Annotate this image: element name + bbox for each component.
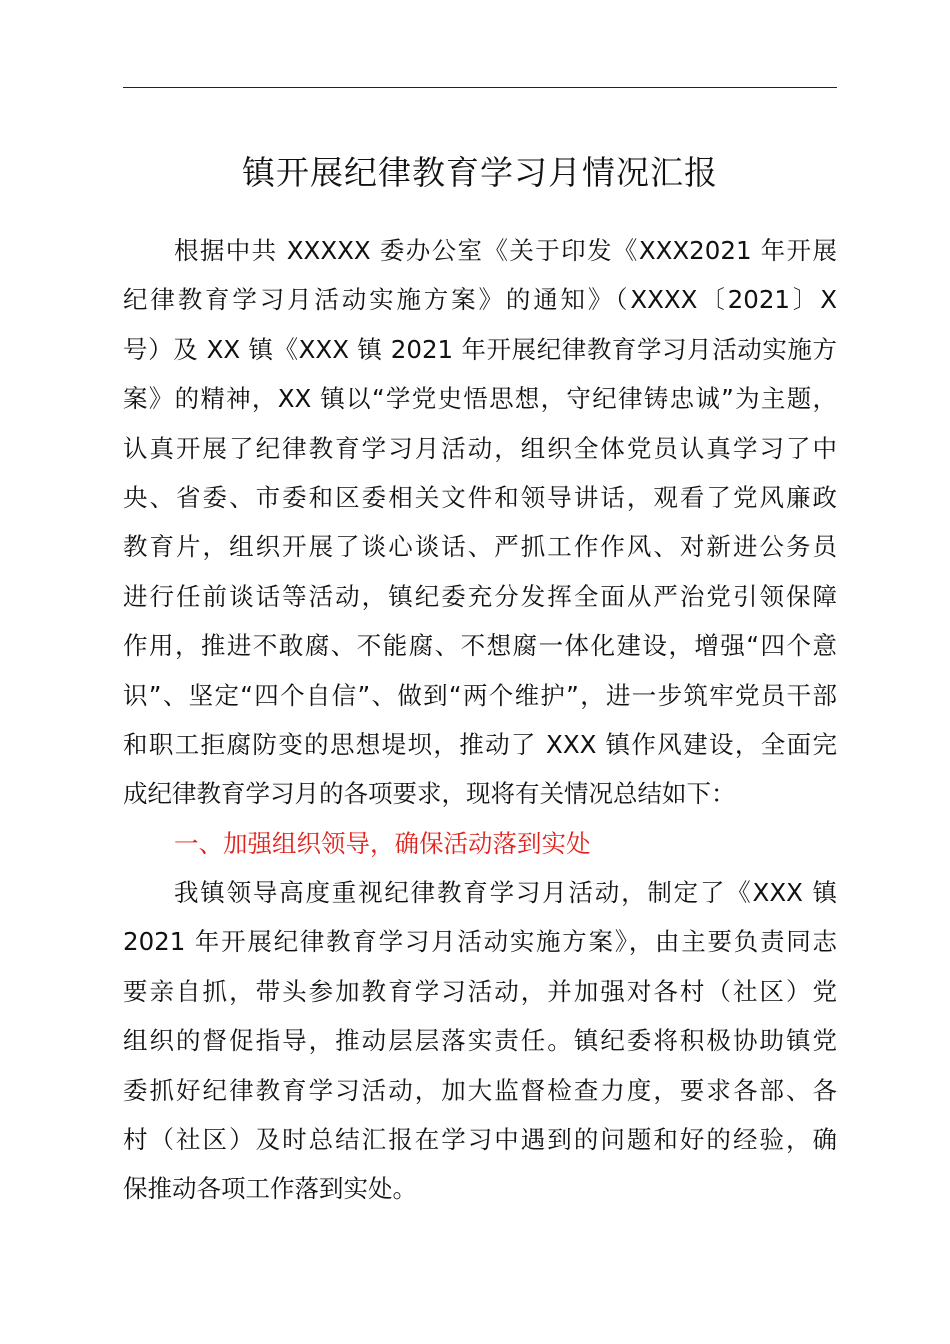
paragraph-1-line: 进行任前谈话等活动，镇纪委充分发挥全面从严治党引领保障	[123, 581, 837, 611]
document-title: 镇开展纪律教育学习月情况汇报	[242, 153, 718, 192]
paragraph-2-line: 委抓好纪律教育学习活动，加大监督检查力度，要求各部、各	[123, 1075, 837, 1105]
paragraph-1-line: 认真开展了纪律教育学习月活动，组织全体党员认真学习了中	[123, 433, 837, 463]
paragraph-1-line: 纪律教育学习月活动实施方案》的通知》（XXXX〔2021〕X	[123, 285, 837, 315]
document-body	[123, 226, 837, 1214]
paragraph-1-line: 号）及 XX 镇《XXX 镇 2021 年开展纪律教育学习月活动实施方	[123, 334, 837, 364]
paragraph-1-line: 成纪律教育学习月的各项要求，现将有关情况总结如下：	[123, 779, 736, 809]
paragraph-1-line: 央、省委、市委和区委相关文件和领导讲话，观看了党风廉政	[123, 482, 837, 512]
paragraph-1-line: 案》的精神，XX 镇以“学党史悟思想，守纪律铸忠诚”为主题，	[123, 384, 837, 414]
paragraph-1-line: 识”、坚定“四个自信”、做到“两个维护”，进一步筑牢党员干部	[123, 680, 837, 710]
paragraph-1-line: 根据中共 XXXXX 委办公室《关于印发《XXX2021 年开展	[174, 236, 837, 265]
paragraph-2-line: 保推动各项工作落到实处。	[123, 1174, 417, 1204]
section-heading-1: 一、加强组织领导，确保活动落到实处	[174, 828, 591, 858]
paragraph-1-line: 作用，推进不敢腐、不能腐、不想腐一体化建设，增强“四个意	[123, 631, 837, 661]
paragraph-2-line: 村（社区）及时总结汇报在学习中遇到的问题和好的经验，确	[123, 1125, 837, 1155]
paragraph-2-line: 我镇领导高度重视纪律教育学习月活动，制定了《XXX 镇	[174, 878, 837, 908]
paragraph-2-line: 组织的督促指导，推动层层落实责任。镇纪委将积极协助镇党	[123, 1026, 837, 1056]
header-rule	[123, 87, 837, 88]
paragraph-2-line: 要亲自抓，带头参加教育学习活动，并加强对各村（社区）党	[123, 976, 837, 1006]
paragraph-1-line: 教育片，组织开展了谈心谈话、严抓工作作风、对新进公务员	[123, 532, 837, 562]
paragraph-1-line: 和职工拒腐防变的思想堤坝，推动了 XXX 镇作风建设，全面完	[123, 729, 837, 759]
paragraph-2-line: 2021 年开展纪律教育学习月活动实施方案》，由主要负责同志	[123, 927, 837, 957]
